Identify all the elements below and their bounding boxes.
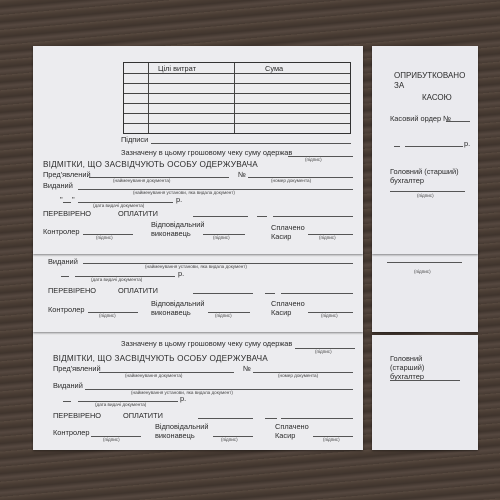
responsible-sign-hint: (підпис) — [221, 437, 238, 442]
checked-label: ПЕРЕВІРЕНО — [53, 411, 102, 420]
chief-sign-hint: (підпис) — [417, 193, 434, 198]
bottom-cheque-sheet — [33, 330, 363, 450]
quote-open: " — [60, 195, 63, 204]
top-cheque-sheet — [33, 46, 363, 254]
middle-stub — [372, 250, 478, 332]
signatures-label: Підписи — [121, 135, 149, 144]
year-suffix: р. — [176, 195, 183, 204]
responsible-label: Відповідальний виконавець — [151, 299, 205, 317]
chief-accountant-label: Головний (старший) бухгалтер — [390, 354, 425, 381]
checked-label: ПЕРЕВІРЕНО — [48, 286, 97, 295]
stub-sign-hint: (підпис) — [414, 269, 431, 274]
cash-order-label: Касовий ордер № — [390, 114, 452, 123]
recipient-marks-title: ВІДМІТКИ, ЩО ЗАСВІДЧУЮТЬ ОСОБУ ОДЕРЖУВАЧА — [53, 354, 268, 363]
issued-label: Виданий — [48, 257, 78, 266]
bottom-stub — [372, 335, 478, 450]
stub-title-line3: КАСОЮ — [422, 93, 452, 102]
pay-label: ОПЛАТИТИ — [118, 209, 158, 218]
signature-hint: (підпис) — [305, 157, 322, 162]
amount-header: Сума — [265, 64, 284, 73]
controller-sign-hint: (підпис) — [96, 235, 113, 240]
top-stub — [372, 46, 478, 254]
quote-close: " — [72, 195, 75, 204]
year-suffix: р. — [464, 139, 471, 148]
responsible-label: Відповідальний виконавець — [151, 220, 205, 238]
pay-label: ОПЛАТИТИ — [118, 286, 158, 295]
signature-hint: (підпис) — [315, 349, 332, 354]
issue-date-hint: (дата видачі документа) — [93, 203, 145, 208]
doc-name-hint: (найменування документа) — [125, 373, 183, 378]
controller-label: Контролер — [43, 227, 80, 236]
issuer-hint: (найменування установи, яка видала документ) — [131, 390, 233, 395]
cashier-sign-hint: (підпис) — [321, 313, 338, 318]
number-sign: № — [238, 170, 246, 179]
controller-sign-hint: (підпис) — [99, 313, 116, 318]
issuer-hint: (найменування установи, яка видала документ) — [133, 190, 235, 195]
expense-purpose-header: Цілі витрат — [158, 64, 196, 73]
year-suffix: р. — [180, 394, 187, 403]
issue-date-hint: (дата видачі документа) — [91, 277, 143, 282]
issued-label: Виданий — [43, 181, 73, 190]
middle-cheque-sheet — [33, 250, 363, 332]
issue-date-hint: (дата видачі документа) — [95, 402, 147, 407]
year-suffix: р. — [178, 269, 185, 278]
presented-label: Пред'явлений — [53, 364, 101, 373]
stub-title-line1: ОПРИБУТКОВАНО — [394, 71, 466, 80]
paid-cashier-label: Сплачено Касир — [275, 422, 309, 440]
recipient-marks-title: ВІДМІТКИ, ЩО ЗАСВІДЧУЮТЬ ОСОБУ ОДЕРЖУВАЧА — [43, 160, 258, 169]
number-sign: № — [243, 364, 251, 373]
doc-name-hint: (найменування документа) — [113, 178, 171, 183]
issued-label: Виданий — [53, 381, 83, 390]
chief-accountant-label: Головний (старший) бухгалтер — [390, 167, 459, 185]
responsible-label: Відповідальний виконавець — [155, 422, 209, 440]
amount-received-label: Зазначену в цьому грошовому чеку суму одержав — [121, 148, 293, 157]
amount-received-label: Зазначену в цьому грошовому чеку суму одержав — [121, 339, 293, 348]
doc-number-hint: (номер документа) — [278, 373, 319, 378]
issuer-hint: (найменування установи, яка видала документ) — [145, 264, 247, 269]
cashier-sign-hint: (підпис) — [323, 437, 340, 442]
responsible-sign-hint: (підпис) — [215, 313, 232, 318]
cashier-sign-hint: (підпис) — [319, 235, 336, 240]
controller-label: Контролер — [53, 428, 90, 437]
presented-label: Пред'явлений — [43, 170, 91, 179]
doc-number-hint: (номер документа) — [271, 178, 312, 183]
controller-label: Контролер — [48, 305, 85, 314]
controller-sign-hint: (підпис) — [103, 437, 120, 442]
stub-title-line2: ЗА — [394, 81, 405, 90]
responsible-sign-hint: (підпис) — [213, 235, 230, 240]
paid-cashier-label: Сплачено Касир — [271, 299, 305, 317]
pay-label: ОПЛАТИТИ — [123, 411, 163, 420]
checked-label: ПЕРЕВІРЕНО — [43, 209, 92, 218]
paid-cashier-label: Сплачено Касир — [271, 223, 305, 241]
